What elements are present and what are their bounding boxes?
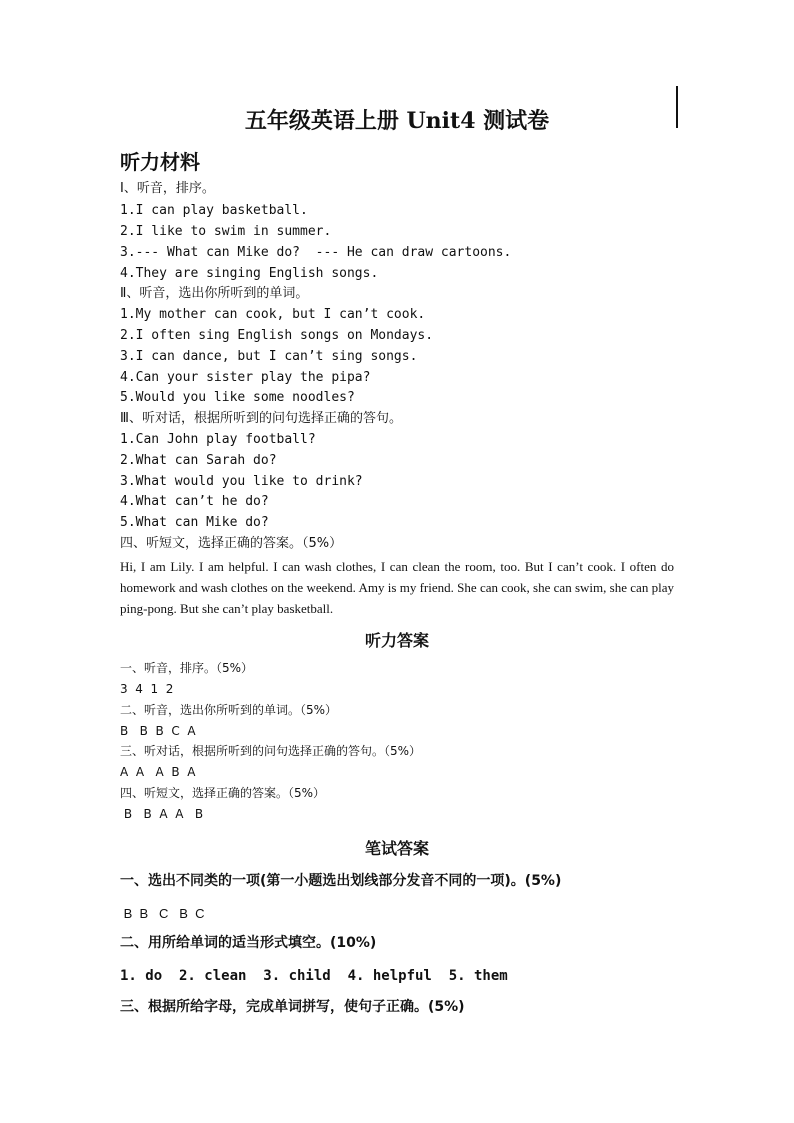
written-answers-heading: 笔试答案	[364, 839, 429, 858]
listening-line: 1.I can play basketball.	[120, 203, 308, 218]
listening-line: 5.Would you like some noodles?	[120, 390, 355, 405]
answer-line: 一、听音，排序。（5%）	[120, 661, 254, 675]
answer-line: 四、听短文，选择正确的答案。（5%）	[120, 786, 326, 800]
written-question: 二、用所给单词的适当形式填空。(10%)	[120, 935, 377, 951]
passage-text: Hi, I am Lily. I am helpful. I can wash clothes, I can clean the room, too. But I can’t cook. I often do homework and wash clothes on the weekend. Amy is my friend. She can cook, she can swim, she can play ping-pong. But she can’t play basketball.	[120, 559, 674, 616]
listening-line: 1.My mother can cook, but I can’t cook.	[120, 307, 426, 322]
answer-line: A A A B A	[120, 765, 196, 779]
listening-line: Ⅲ、听对话，根据所听到的问句选择正确的答句。	[120, 411, 402, 426]
listening-line: 4.What can’t he do?	[120, 494, 269, 509]
listening-line: Ⅰ、听音，排序。	[120, 181, 215, 196]
section-heading: 听力材料	[120, 150, 200, 174]
listening-line: 2.What can Sarah do?	[120, 453, 277, 468]
listening-line: 3.--- What can Mike do? --- He can draw cartoons.	[120, 245, 512, 260]
listening-line: 3.I can dance, but I can’t sing songs.	[120, 349, 418, 364]
page-title: 五年级英语上册 Unit4 测试卷	[244, 108, 550, 134]
listening-line: 3.What would you like to drink?	[120, 474, 363, 489]
written-answer: B B C B C	[120, 906, 205, 921]
listening-line: 2.I like to swim in summer.	[120, 224, 332, 239]
listening-line: 1.Can John play football?	[120, 432, 316, 447]
answer-line: 三、听对话，根据所听到的问句选择正确的答句。（5%）	[120, 744, 422, 758]
listening-line: 2.I often sing English songs on Mondays.	[120, 328, 434, 343]
listening-line: 四、听短文，选择正确的答案。（5%）	[120, 536, 343, 551]
listening-line: 4.Can your sister play the pipa?	[120, 370, 371, 385]
written-question: 一、选出不同类的一项(第一小题选出划线部分发音不同的一项)。(5%)	[120, 873, 562, 889]
listening-line: 5.What can Mike do?	[120, 515, 269, 530]
listening-line: 4.They are singing English songs.	[120, 266, 379, 281]
listening-line: Ⅱ、听音，选出你所听到的单词。	[120, 286, 309, 301]
written-question: 三、根据所给字母，完成单词拼写，使句子正确。(5%)	[120, 999, 465, 1015]
answer-line: B B B C A	[120, 724, 196, 738]
listening-answers-heading: 听力答案	[364, 631, 429, 650]
answer-line: B B A A B	[120, 807, 204, 821]
answer-line: 3 4 1 2	[120, 682, 174, 696]
written-answer: 1. do 2. clean 3. child 4. helpful 5. them	[120, 968, 508, 984]
answer-line: 二、听音，选出你所听到的单词。（5%）	[120, 703, 338, 717]
